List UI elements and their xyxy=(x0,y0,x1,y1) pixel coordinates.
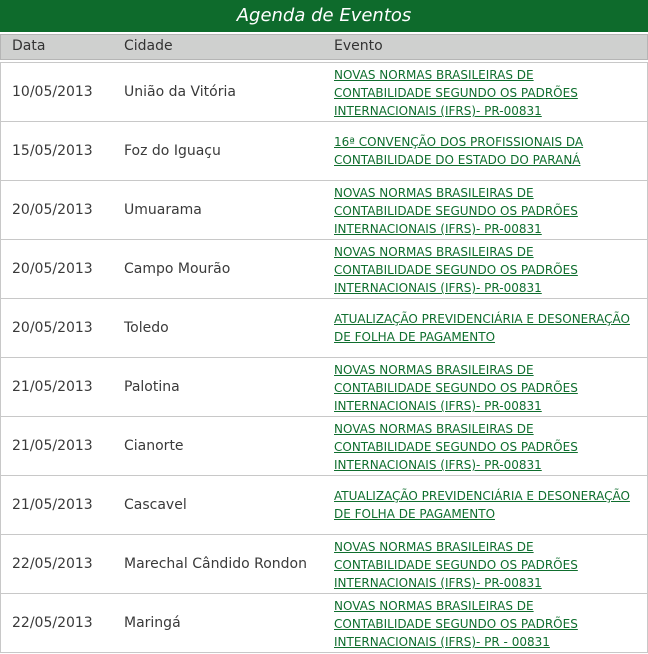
event-date: 15/05/2013 xyxy=(12,143,93,159)
event-link[interactable]: NOVAS NORMAS BRASILEIRAS DE CONTABILIDADE SEGUNDO OS PADRÕES INTERNACIONAIS (IFRS)- PR - 00831 xyxy=(334,599,578,649)
event-date: 10/05/2013 xyxy=(12,84,93,100)
table-header xyxy=(0,34,648,60)
event-date: 21/05/2013 xyxy=(12,379,93,395)
event-date: 20/05/2013 xyxy=(12,261,93,277)
table-row xyxy=(1,122,647,181)
event-date: 21/05/2013 xyxy=(12,438,93,454)
table-row xyxy=(1,63,647,122)
header-date: Data xyxy=(12,38,46,54)
event-date: 20/05/2013 xyxy=(12,320,93,336)
event-date: 22/05/2013 xyxy=(12,615,93,631)
event-link[interactable]: NOVAS NORMAS BRASILEIRAS DE CONTABILIDADE SEGUNDO OS PADRÕES INTERNACIONAIS (IFRS)- PR-00831 xyxy=(334,540,578,590)
event-link[interactable]: 16ª CONVENÇÃO DOS PROFISSIONAIS DA CONTABILIDADE DO ESTADO DO PARANÁ xyxy=(334,135,584,167)
page-title: Agenda de Eventos xyxy=(0,0,648,32)
event-date: 22/05/2013 xyxy=(12,556,93,572)
event-city: Maringá xyxy=(124,615,181,631)
event-city: Palotina xyxy=(124,379,180,395)
table-row xyxy=(1,299,647,358)
event-link[interactable]: NOVAS NORMAS BRASILEIRAS DE CONTABILIDADE SEGUNDO OS PADRÕES INTERNACIONAIS (IFRS)- PR-00831 xyxy=(334,186,578,236)
table-row xyxy=(1,240,647,299)
event-link[interactable]: NOVAS NORMAS BRASILEIRAS DE CONTABILIDADE SEGUNDO OS PADRÕES INTERNACIONAIS (IFRS)- PR-00831 xyxy=(334,422,578,472)
event-city: Cascavel xyxy=(124,497,187,513)
table-row xyxy=(1,594,647,653)
event-city: Cianorte xyxy=(124,438,184,454)
event-date: 21/05/2013 xyxy=(12,497,93,513)
header-event: Evento xyxy=(334,38,383,54)
events-table xyxy=(0,62,648,653)
event-city: Marechal Cândido Rondon xyxy=(124,556,307,572)
event-link[interactable]: NOVAS NORMAS BRASILEIRAS DE CONTABILIDADE SEGUNDO OS PADRÕES INTERNACIONAIS (IFRS)- PR-00831 xyxy=(334,363,578,413)
table-row xyxy=(1,358,647,417)
table-row xyxy=(1,535,647,594)
event-link[interactable]: NOVAS NORMAS BRASILEIRAS DE CONTABILIDADE SEGUNDO OS PADRÕES INTERNACIONAIS (IFRS)- PR-00831 xyxy=(334,68,578,118)
event-city: Foz do Iguaçu xyxy=(124,143,221,159)
event-date: 20/05/2013 xyxy=(12,202,93,218)
event-link[interactable]: ATUALIZAÇÃO PREVIDENCIÁRIA E DESONERAÇÃO DE FOLHA DE PAGAMENTO xyxy=(334,312,630,344)
event-link[interactable]: ATUALIZAÇÃO PREVIDENCIÁRIA E DESONERAÇÃO DE FOLHA DE PAGAMENTO xyxy=(334,489,630,521)
event-city: Campo Mourão xyxy=(124,261,231,277)
header-city: Cidade xyxy=(124,38,173,54)
table-row xyxy=(1,181,647,240)
event-link[interactable]: NOVAS NORMAS BRASILEIRAS DE CONTABILIDADE SEGUNDO OS PADRÕES INTERNACIONAIS (IFRS)- PR-00831 xyxy=(334,245,578,295)
event-city: Toledo xyxy=(124,320,169,336)
event-city: União da Vitória xyxy=(124,84,236,100)
event-city: Umuarama xyxy=(124,202,202,218)
table-row xyxy=(1,417,647,476)
table-row xyxy=(1,476,647,535)
